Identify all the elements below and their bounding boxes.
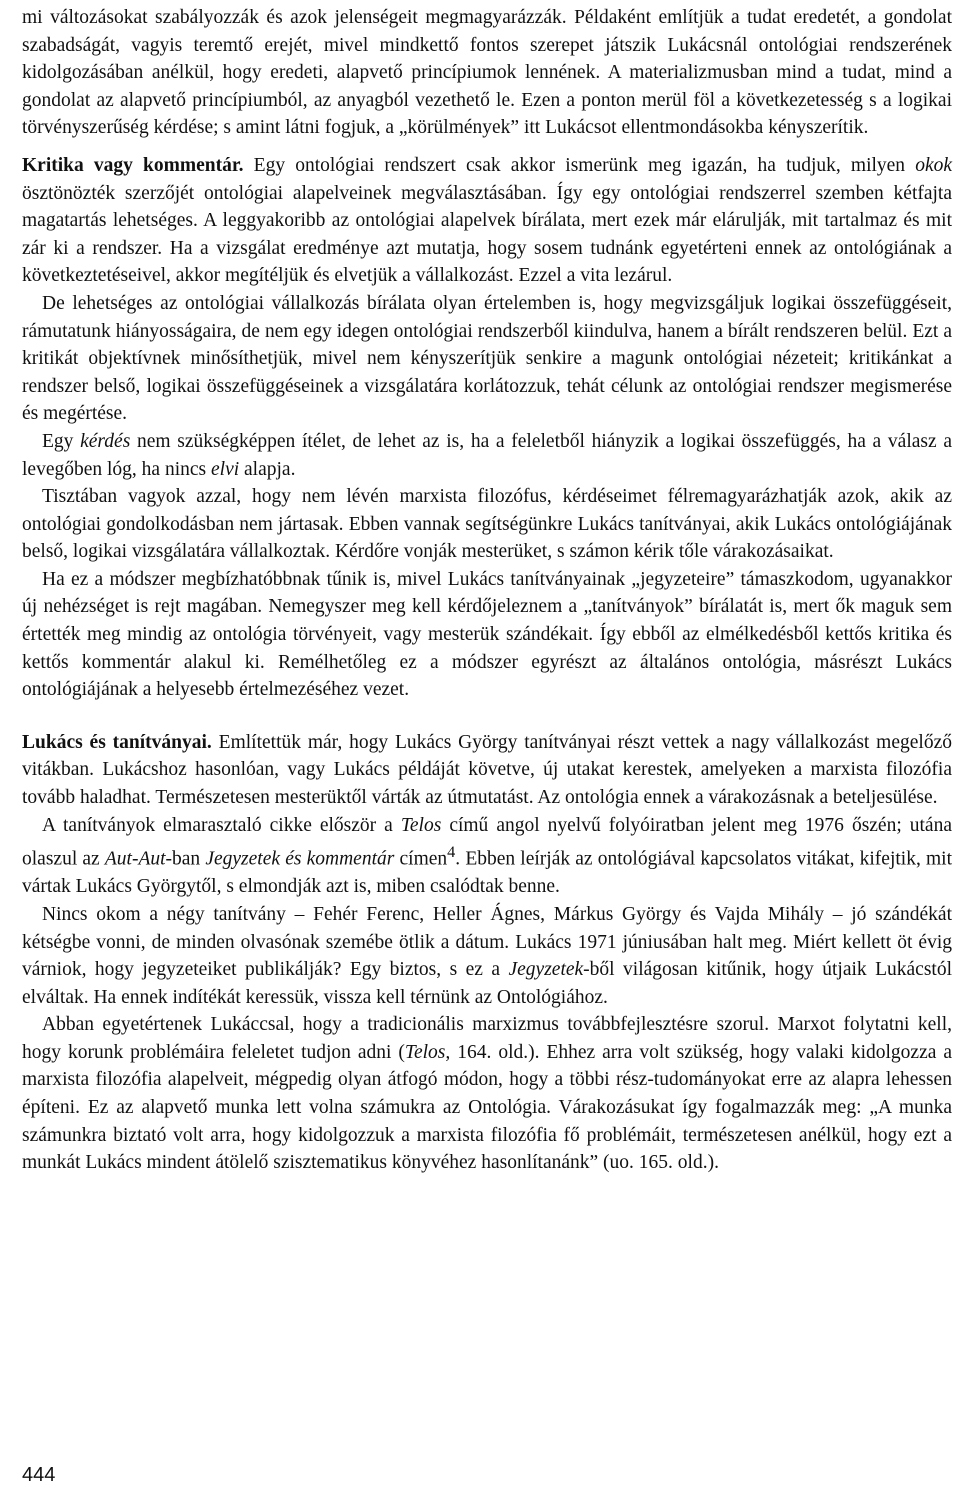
paragraph-text: alapja.: [239, 458, 296, 480]
section-lukacs-paragraph-4: [22, 1011, 952, 1177]
paragraph-text: Nincs okom a négy tanítvány – Fehér Ferenc, Heller Ágnes, Márkus György és Vajda Mihály – jó szándékát kétségbe vonni, de minden olvasónak szemébe ötlik a dátum. Lukács 1971 júniusában halt meg. Miért kellett öt évig várniok, hogy jegyzeteiket publikálják? Egy biztos, s ez a: [22, 903, 952, 981]
document-page: [22, 4, 952, 1177]
section-heading-kritika: Kritika vagy kommentár.: [22, 154, 244, 176]
paragraph-text: címen: [394, 848, 448, 870]
emphasis-text: Aut-Aut: [104, 848, 166, 870]
section-kritika-paragraph-1: [22, 152, 952, 290]
emphasis-text: Telos,: [404, 1041, 451, 1063]
paragraph-text: De lehetséges az ontológiai vállalkozás bírálata olyan értelemben is, hogy megvizsgáljuk logikai összefüggéseit, rámutatunk hiányosságaira, de nem egy idegen ontológiai rendszerből kiindulva, hanem a bírált rendszeren belül. Ezt a kritikát objektívnek minősíthetjük, mivel nem kényszerítjük senkire a magunk ontológiai nézeteit; kritikánkat a rendszer belső, logikai összefüggéseinek a vizsgálatára korlátozzuk, tehát célunk az ontológiai rendszer megismerése és megértése.: [22, 292, 952, 425]
paragraph-text: című angol nyelvű folyóiratban jelent meg 1976 őszén; utána olaszul az: [22, 814, 952, 870]
footnote-marker: 4: [447, 843, 456, 862]
section-lukacs-paragraph-2: [22, 812, 952, 901]
paragraph-text: Említettük már, hogy Lukács György tanítványai részt vettek a nagy vállalkozást megelőző vitákban. Lukácshoz hasonlóan, vagy Lukács példáját követve, új utakat kerestek, amelyeken a marxista filozófia tovább haladhat. Természetesen mesterüktől várták az útmutatást. Az ontológia ennek a várakozásnak a beteljesülése.: [22, 731, 952, 809]
paragraph-text: A tanítványok elmarasztaló cikke először a: [42, 814, 401, 836]
emphasis-text: Jegyzetek: [508, 959, 584, 981]
section-lukacs-paragraph-3: [22, 901, 952, 1011]
section-lukacs-paragraph-1: [22, 729, 952, 812]
paragraph-continuation: [22, 4, 952, 142]
section-kritika-paragraph-3: [22, 428, 952, 483]
paragraph-text: 164. old.). Ehhez arra volt szükség, hogy valaki kidolgozza a marxista filozófia alapelveit, mégpedig olyan átfogó módon, hogy a többi rész-tudományokat erre az alapra lehessen építeni. Ez az alapvető munka lett volna számukra az Ontológia. Várakozásukat így fogalmazzák meg: „A munka számunkra biztató volt arra, hogy kidolgozzuk a marxista filozófia fő problémáit, természetesen anélkül, hogy ezt a munkát Lukács mindent átölelő szisztematikus könyvéhez hasonlítanánk” (uo. 165. old.).: [22, 1041, 952, 1174]
paragraph-text: ösztönözték szerzőjét ontológiai alapelveinek megválasztásában. Így egy ontológiai rendszerrel szemben kétfajta magatartás lehetséges. A leggyakoribb az ontológiai alapelvek bírálata, mert ezek már elárulják, mit tartalmaz és mit zár ki a rendszer. Ha a vizsgálat eredménye azt mutatja, hogy sosem tudnánk egyetérteni ennek az ontológiának a következtetéseivel, akkor megítéljük és elvetjük a vállalkozást. Ezzel a vita lezárul.: [22, 182, 952, 287]
emphasis-text: okok: [915, 154, 952, 176]
emphasis-text: elvi: [211, 458, 240, 480]
section-kritika-paragraph-2: [22, 290, 952, 428]
section-kritika-paragraph-4: [22, 483, 952, 566]
paragraph-text: Tisztában vagyok azzal, hogy nem lévén marxista filozófus, kérdéseimet félremagyarázhatják azok, akik az ontológiai gondolkodásban nem jártasak. Ebben vannak segítségünkre Lukács tanítványai, akik Lukács ontológiájának belső, logikai vizsgálatára vállalkoztak. Kérdőre vonják mesterüket, s számon kérik tőle várakozásaikat.: [22, 486, 952, 563]
section-heading-lukacs: Lukács és tanítványai.: [22, 731, 212, 753]
paragraph-text: Abban egyetértenek Lukáccsal, hogy a tradicionális marxizmus továbbfejlesztésre szorul. Marxot folytatni kell, hogy korunk problémáira feleletet tudjon adni (: [22, 1014, 952, 1063]
paragraph-text: Ha ez a módszer megbízhatóbbnak tűnik is, mivel Lukács tanítványainak „jegyzeteire” támaszkodom, ugyanakkor új nehézséget is rejt magában. Nemegyszer meg kell kérdőjeleznem a „tanítványok” bírálatát is, mert ők maguk sem értették meg mindig az ontológia törvényeit, vagy mesterük szándékait. Így ebből az elmélkedésből kettős kritika és kettős kommentár alakul ki. Remélhetőleg ez a módszer egyrészt az általános ontológia, másrészt Lukács ontológiájának a helyesebb értelmezéséhez vezet.: [22, 568, 952, 701]
paragraph-text: -ban: [165, 848, 206, 870]
page-number: 444: [22, 1464, 56, 1486]
paragraph-text: -ből világosan kitűnik, hogy útjaik Lukácstól elváltak. Ha ennek indítékát keressük, vissza kell térnünk az Ontológiához.: [22, 959, 952, 1008]
emphasis-text: kérdés: [80, 430, 131, 452]
paragraph-text: nem szükségképpen ítélet, de lehet az is, ha a feleletből hiányzik a logikai összefüggés, ha a válasz a levegőben lóg, ha nincs: [22, 430, 952, 480]
paragraph-text: Egy: [42, 430, 81, 452]
paragraph-text: Egy ontológiai rendszert csak akkor ismerünk meg igazán, ha tudjuk, milyen: [243, 154, 916, 176]
emphasis-text: Telos: [400, 814, 442, 836]
paragraph-text: mi változásokat szabályozzák és azok jelenségeit megmagyarázzák. Példaként említjük a tudat eredetét, a gondolat szabadságát, vagyis teremtő erejét, mivel mindkettő fontos szerepet játszik Lukácsnál ontológiai rendszerének kidolgozásában anélkül, hogy eredeti, alapvető princípiumok lennének. A materializmusban mind a tudat, mind a gondolat az alapvető princípiumból, az anyagból vezethető le. Ezen a ponton merül föl a következetesség s a logikai törvényszerűség kérdése; s amint látni fogjuk, a „körülmények” itt Lukácsot ellentmondásokba kényszerítik.: [22, 7, 952, 139]
section-kritika-paragraph-5: [22, 566, 952, 704]
paragraph-text: . Ebben leírják az ontológiával kapcsolatos vitákat, kifejtik, mit vártak Lukács Györgytől, s elmondják azt is, miben csalódtak benne.: [22, 848, 952, 898]
emphasis-text: Jegyzetek és kommentár: [205, 848, 395, 870]
